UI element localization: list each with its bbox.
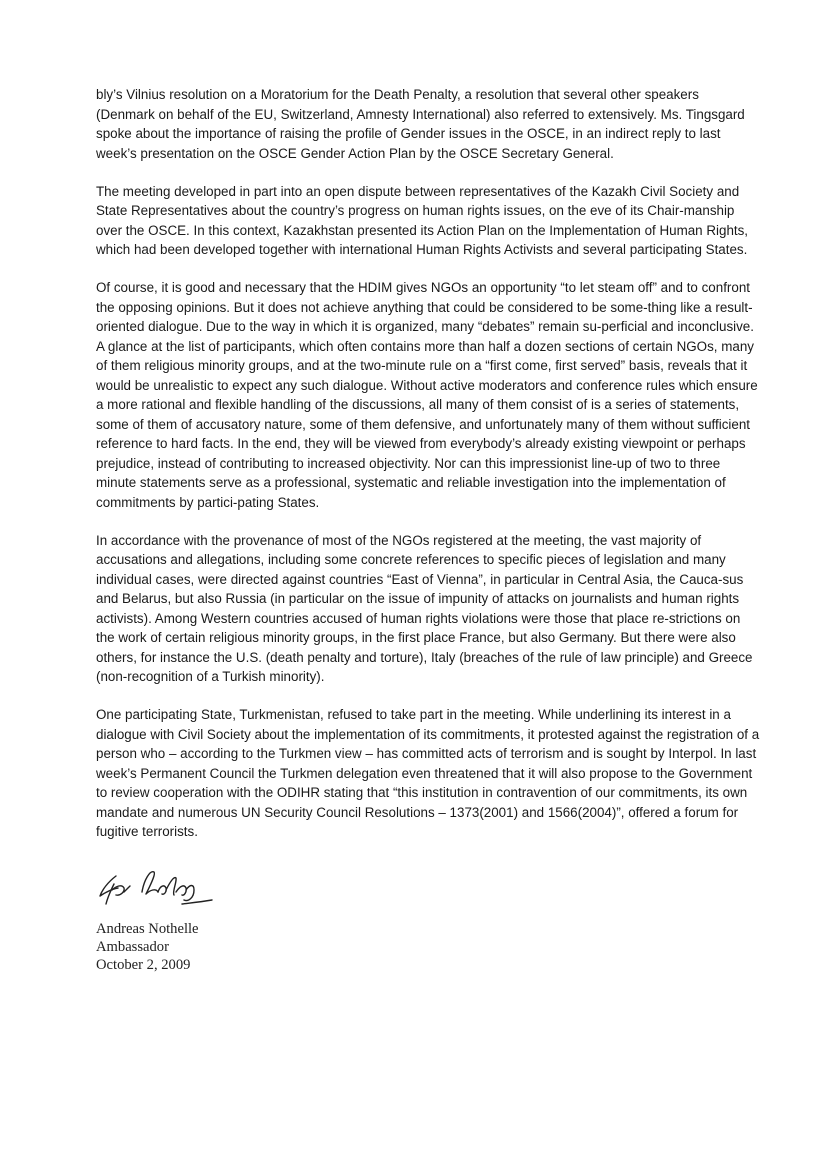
handwritten-signature [94, 862, 224, 910]
paragraph-3: Of course, it is good and necessary that the HDIM gives NGOs an opportunity “to let steam off” and to confront the opposing opinions. But it does not achieve anything that could be considered to be some-thing like a result-oriented dialogue. Due to the way in which it is organized, many “debates” remain su-perficial and inconclusive. A glance at the list of participants, which often contains more than half a dozen sections of certain NGOs, many of them religious minority groups, and at the two-minute rule on a “first come, first served” basis, reveals that it would be unrealistic to expect any such dialogue. Without active moderators and conference rules which ensure a more rational and flexible handling of the discussions, all many of them consist of is a series of statements, some of them of accusatory nature, some of them defensive, and unfortunately many of them without sufficient reference to hard facts. In the end, they will be viewed from everybody’s already existing viewpoint or perhaps prejudice, instead of contributing to increased objectivity. Nor can this impressionist line-up of two to three minute statements serve as a professional, systematic and reliable investigation into the implementation of commitments by partici-pating States. [96, 280, 758, 510]
letter-date: October 2, 2009 [96, 957, 191, 973]
signatory-title: Ambassador [96, 939, 169, 955]
letter-body [96, 85, 760, 860]
paragraph-2: The meeting developed in part into an open dispute between representatives of the Kazakh Civil Society and State Representatives about the country’s progress on human rights issues, on the eve of its Chair-manship over the OSCE. In this context, Kazakhstan presented its Action Plan on the Implementation of Human Rights, which had been developed together with international Human Rights Activists and several participating States. [96, 183, 749, 257]
signature-block [96, 920, 199, 974]
signatory-name: Andreas Nothelle [96, 921, 199, 937]
paragraph-5: One participating State, Turkmenistan, refused to take part in the meeting. While underlining its interest in a dialogue with Civil Society about the implementation of its commitments, it protested against the registration of a person who – according to the Turkmen view – has committed acts of terrorism and is sought by Interpol. In last week’s Permanent Council the Turkmen delegation even threatened that it will also propose to the Government to review cooperation with the ODIHR stating that “this institution in contravention of our commitments, its own mandate and numerous UN Security Council Resolutions – 1373(2001) and 1566(2004)”, offered a forum for fugitive terrorists. [96, 707, 760, 839]
paragraph-4: In accordance with the provenance of most of the NGOs registered at the meeting, the vast majority of accusations and allegations, including some concrete references to specific pieces of legislation and many individual cases, were directed against countries “East of Vienna”, in particular in Central Asia, the Cauca-sus and Belarus, but also Russia (in particular on the issue of impunity of attacks on journalists and human rights activists). Among Western countries accused of human rights violations were those that place re-strictions on the work of certain religious minority groups, in the first place France, but also Germany. But there were also others, for instance the U.S. (death penalty and torture), Italy (breaches of the rule of law principle) and Greece (non-recognition of a Turkish minority). [96, 532, 753, 684]
paragraph-1: bly’s Vilnius resolution on a Moratorium for the Death Penalty, a resolution that several other speakers (Denmark on behalf of the EU, Switzerland, Amnesty International) also referred to extensively. Ms. Tingsgard spoke about the importance of raising the profile of Gender issues in the OSCE, in an indirect reply to last week’s presentation on the OSCE Gender Action Plan by the OSCE Secretary General. [96, 87, 745, 161]
